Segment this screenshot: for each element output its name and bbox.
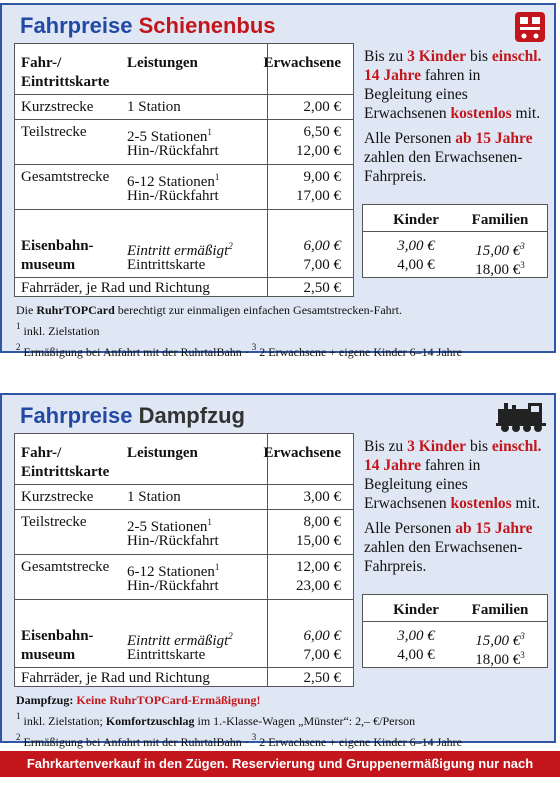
card-title: Fahrpreise Dampfzug [20,403,245,428]
steam-locomotive-icon [496,401,546,433]
kids-family-table: Kinder Familien 3,00 € 15,00 €$^3$ 4,00 € 18,00 €$^3$ [362,594,548,668]
railbus-icon [514,11,546,43]
fare-card-steamtrain [0,393,556,749]
kids-family-table: Kinder Familien 3,00 € 15,00 €$^3$ 4,00 € 18,00 €$^3$ [362,204,548,278]
footnotes: Die RuhrTOPCard berechtigt zur einmaligen einfachen Gesamtstrecken-Fahrt. $^1$ inkl. Zielstation $^2$ Ermäßigung bei Anfahrt mit der RuhrtalBahn · $^3$ 2 Erwachsene + eigene Kinder 6–14 Jahre [16,303,462,359]
footnotes: Dampfzug: Keine RuhrTOPCard-Ermäßigung! $^1$ inkl. Zielstation; Komfortzuschlag im 1.-Klasse-Wagen „Münster“: 2,– €/Person $^2$ Ermäßigung bei Anfahrt mit der RuhrtalBahn · $^3$ 2 Erwachsene + eigene Kinder 6–14 Jahre [16,693,462,749]
children-note: Bis zu 3 Kinder bis einschl. 14 Jahre fahren in Begleitung eines Erwachsenen kostenlos mit. Alle Personen ab 15 Jahre zahlen den Erwachsenen-Fahrpreis. [364,48,542,185]
fare-table: Fahr-/ Leistungen Erwachsene Eintrittskarte Kurzstrecke 1 Station 3,00 € Teilstrecke 2-5 Stationen$^1$ 8,00 € Hin-/Rückfahrt 15,00 € Gesamtstrecke 6-12 Stationen$^1$ 12,00 € Hin-/Rückfahrt 23,00 € Eisenbahn- Eintritt ermäßigt$^2$ 6,00 € museum Eintrittskarte 7,00 € Fahrräder, je Rad und Richtung 2,50 € [14,433,354,687]
fare-card-railbus [0,3,556,359]
card-title: Fahrpreise Schienenbus [20,13,276,38]
sales-info-banner: Fahrkartenverkauf in den Zügen. Reservierung und Gruppenermäßigung nur nach Voranmeldung. [0,751,560,777]
fare-table: Fahr-/ Leistungen Erwachsene Eintrittskarte Kurzstrecke 1 Station 2,00 € Teilstrecke 2-5 Stationen$^1$ 6,50 € Hin-/Rückfahrt 12,00 € Gesamtstrecke 6-12 Stationen$^1$ 9,00 € Hin-/Rückfahrt 17,00 € Eisenbahn- Eintritt ermäßigt$^2$ 6,00 € museum Eintrittskarte 7,00 € Fahrräder, je Rad und Richtung 2,50 € [14,43,354,297]
children-note: Bis zu 3 Kinder bis einschl. 14 Jahre fahren in Begleitung eines Erwachsenen kostenlos mit. Alle Personen ab 15 Jahre zahlen den Erwachsenen-Fahrpreis. [364,438,542,575]
